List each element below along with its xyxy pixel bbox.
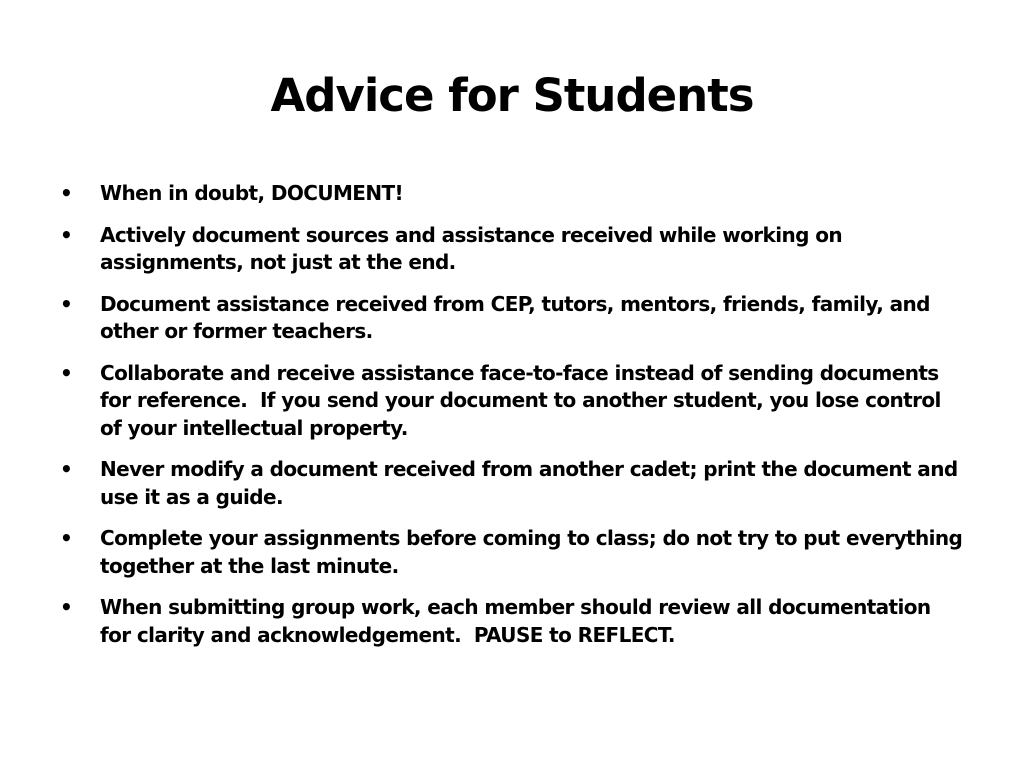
- slide-title: Advice for Students: [270, 69, 754, 122]
- bullet-dot-icon: •: [60, 595, 73, 619]
- bullet-text: When submitting group work, each member should review all documentation for clarity and acknowledgement. PAUSE to REFLECT.: [100, 595, 937, 647]
- bullet-list: [60, 180, 965, 663]
- bullet-item: [60, 360, 965, 443]
- bullet-item: [60, 525, 965, 580]
- bullet-text: Never modify a document received from another cadet; print the document and use it as a guide.: [100, 457, 958, 509]
- bullet-item: [60, 594, 965, 649]
- bullet-text: Complete your assignments before coming to class; do not try to put everything together at the last minute.: [100, 526, 963, 578]
- bullet-dot-icon: •: [60, 360, 73, 385]
- bullet-dot-icon: •: [60, 222, 73, 247]
- bullet-text: Actively document sources and assistance received while working on assignments, not just at the end.: [100, 222, 842, 274]
- bullet-text: When in doubt, DOCUMENT!: [100, 181, 404, 205]
- bullet-text: Document assistance received from CEP, tutors, mentors, friends, family, and other or former teachers.: [100, 291, 930, 343]
- bullet-item: [60, 291, 965, 346]
- bullet-dot-icon: •: [60, 457, 73, 481]
- bullet-dot-icon: •: [60, 181, 73, 205]
- bullet-dot-icon: •: [60, 526, 73, 550]
- bullet-text: Collaborate and receive assistance face-to-face instead of sending documents for reference. If you send your document to another student, you lose control of your intellectual property.: [100, 360, 948, 440]
- bullet-item: [60, 222, 965, 277]
- bullet-item: [60, 456, 965, 511]
- bullet-item: [60, 180, 965, 208]
- bullet-dot-icon: •: [60, 291, 73, 316]
